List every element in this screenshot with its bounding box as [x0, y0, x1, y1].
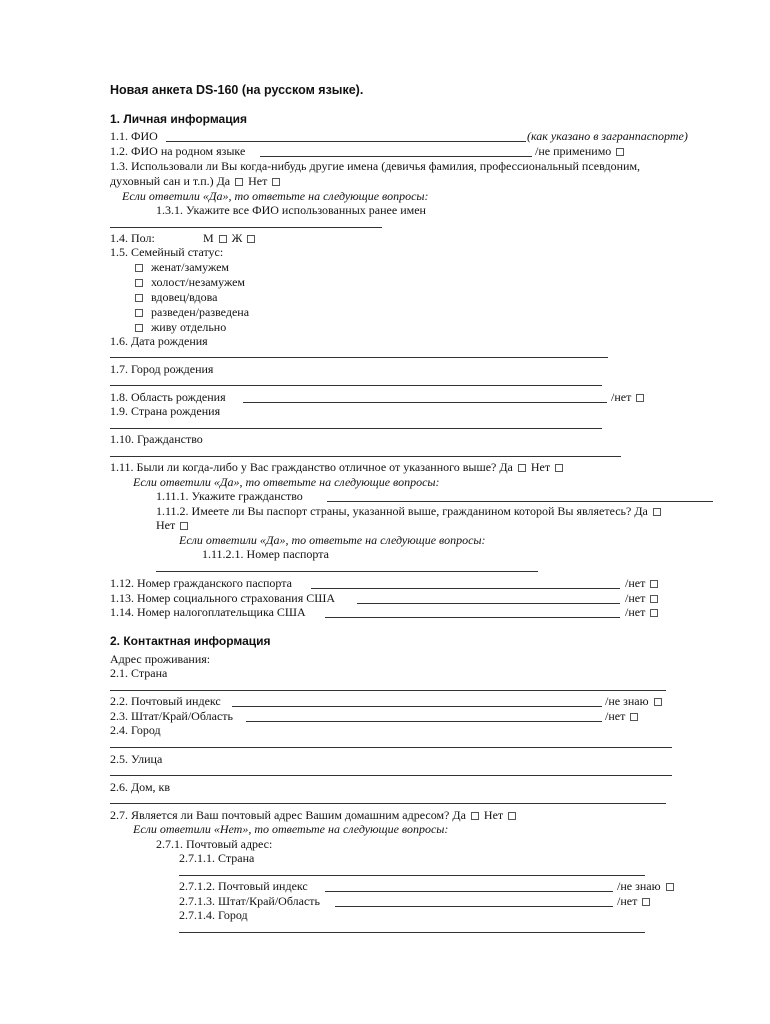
q-1-14-none-label: /нет	[625, 605, 646, 619]
q-2-7-label: 2.7. Является ли Ваш почтовый адрес Вашим домашним адресом? Да	[110, 808, 466, 822]
q-1-2-field[interactable]	[260, 156, 532, 157]
status-option	[133, 320, 226, 334]
q-1-11-2-label: 1.11.2. Имеете ли Вы паспорт страны, указанной выше, гражданином которой Вы являетесь? Да	[156, 504, 648, 518]
q-2-5-field[interactable]	[110, 775, 672, 776]
q-1-13-field[interactable]	[357, 603, 620, 604]
q-1-11-yes-checkbox[interactable]	[518, 464, 526, 472]
q-2-7-1-4-field[interactable]	[179, 932, 645, 933]
q-1-6-field[interactable]	[110, 357, 608, 358]
q-1-14-field[interactable]	[325, 617, 620, 618]
q-1-7-field[interactable]	[110, 385, 602, 386]
q-1-8-label: 1.8. Область рождения	[110, 390, 226, 404]
q-1-3-1-label: 1.3.1. Укажите все ФИО использованных ранее имен	[156, 203, 426, 217]
q-1-5-label: 1.5. Семейный статус:	[110, 245, 224, 259]
q-2-5-label: 2.5. Улица	[110, 752, 163, 766]
q-1-2-na	[535, 144, 626, 158]
status-checkbox[interactable]	[135, 279, 143, 287]
q-1-11-no-label: Нет	[530, 460, 551, 474]
q-2-7-1-2-dont-know-label: /не знаю	[617, 879, 661, 893]
q-1-11-2-1-field[interactable]	[156, 571, 538, 572]
q-2-3-field[interactable]	[246, 721, 602, 722]
q-2-2-dont-know-checkbox[interactable]	[654, 698, 662, 706]
q-1-8-field[interactable]	[243, 402, 607, 403]
q-2-7-1-1-label: 2.7.1.1. Страна	[179, 851, 255, 865]
q-1-4-f-checkbox[interactable]	[247, 235, 255, 243]
q-1-2-na-checkbox[interactable]	[616, 148, 624, 156]
q-2-7-1-1-field[interactable]	[179, 875, 645, 876]
q-2-7-no-checkbox[interactable]	[508, 812, 516, 820]
q-2-7-1-2-dont-know-checkbox[interactable]	[666, 883, 674, 891]
q-2-7-1-3-none	[617, 894, 652, 908]
status-label: холост/незамужем	[151, 275, 246, 289]
q-1-11-no-checkbox[interactable]	[555, 464, 563, 472]
q-1-1-field[interactable]	[166, 141, 526, 142]
status-checkbox[interactable]	[135, 324, 143, 332]
q-1-4-f-label: Ж	[231, 231, 243, 245]
q-1-3-no-checkbox[interactable]	[272, 178, 280, 186]
q-2-7-1-3-field[interactable]	[335, 906, 613, 907]
status-label: вдовец/вдова	[151, 290, 218, 304]
q-1-3-no-label: Нет	[248, 174, 268, 188]
q-2-7-no-label: Нет	[483, 808, 504, 822]
q-1-3-if-yes: Если ответили «Да», то ответьте на следующие вопросы:	[122, 189, 429, 203]
q-1-11-1-field[interactable]	[327, 501, 713, 502]
q-1-12-label: 1.12. Номер гражданского паспорта	[110, 576, 292, 590]
q-2-1-field[interactable]	[110, 690, 666, 691]
q-1-4-m-checkbox[interactable]	[219, 235, 227, 243]
q-1-13-none-checkbox[interactable]	[650, 595, 658, 603]
q-1-11-2	[156, 504, 663, 518]
q-1-10-field[interactable]	[110, 456, 621, 457]
q-2-7	[110, 808, 518, 822]
q-1-6-label: 1.6. Дата рождения	[110, 334, 208, 348]
q-2-6-label: 2.6. Дом, кв	[110, 780, 171, 794]
q-1-4-options	[203, 231, 257, 245]
q-1-11	[110, 460, 565, 474]
q-2-7-1-3-none-label: /нет	[617, 894, 638, 908]
q-1-12-none	[625, 576, 660, 590]
q-1-1	[110, 129, 158, 143]
q-1-14-none-checkbox[interactable]	[650, 609, 658, 617]
section-1-heading: 1. Личная информация	[110, 112, 247, 126]
q-1-8-none	[611, 390, 646, 404]
q-2-7-if-no: Если ответили «Нет», то ответьте на следующие вопросы:	[133, 822, 449, 836]
q-1-3-1-field[interactable]	[110, 227, 382, 228]
q-1-4-label: 1.4. Пол:	[110, 231, 155, 245]
q-2-4-field[interactable]	[110, 747, 672, 748]
q-1-7-label: 1.7. Город рождения	[110, 362, 214, 376]
q-2-1-label: 2.1. Страна	[110, 666, 168, 680]
status-label: живу отдельно	[151, 320, 227, 334]
q-2-3-none	[605, 709, 640, 723]
q-1-2-na-label: /не применимо	[535, 144, 612, 158]
q-1-11-label: 1.11. Были ли когда-либо у Вас гражданство отличное от указанного выше? Да	[110, 460, 513, 474]
q-1-11-if-yes: Если ответили «Да», то ответьте на следующие вопросы:	[133, 475, 440, 489]
status-checkbox[interactable]	[135, 309, 143, 317]
q-2-3-none-label: /нет	[605, 709, 626, 723]
q-2-7-1-3-label: 2.7.1.3. Штат/Край/Область	[179, 894, 321, 908]
q-1-14-label: 1.14. Номер налогоплательщика США	[110, 605, 306, 619]
q-1-3-line-a: 1.3. Использовали ли Вы когда-нибудь другие имена (девичья фамилия, профессиональный псевдоним,	[110, 159, 641, 173]
q-1-8-none-label: /нет	[611, 390, 632, 404]
status-option	[133, 275, 245, 289]
q-2-2-label: 2.2. Почтовый индекс	[110, 694, 221, 708]
q-2-2-field[interactable]	[232, 706, 602, 707]
status-option	[133, 290, 217, 304]
q-1-1-label: 1.1. ФИО	[110, 129, 158, 143]
q-2-7-1-4-label: 2.7.1.4. Город	[179, 908, 248, 922]
page-title: Новая анкета DS-160 (на русском языке).	[110, 83, 364, 97]
q-1-11-2-if-yes: Если ответили «Да», то ответьте на следующие вопросы:	[179, 533, 486, 547]
q-2-7-1-2-dont-know	[617, 879, 676, 893]
q-1-11-2-no-label: Нет	[156, 518, 176, 532]
q-1-3-yes-checkbox[interactable]	[235, 178, 243, 186]
q-1-13-none-label: /нет	[625, 591, 646, 605]
q-1-3-line-b	[110, 174, 282, 188]
q-1-11-2-1-label: 1.11.2.1. Номер паспорта	[202, 547, 329, 561]
q-1-13-none	[625, 591, 660, 605]
status-checkbox[interactable]	[135, 294, 143, 302]
q-2-7-1-2-label: 2.7.1.2. Почтовый индекс	[179, 879, 308, 893]
q-1-13-label: 1.13. Номер социального страхования США	[110, 591, 336, 605]
status-checkbox[interactable]	[135, 264, 143, 272]
q-1-10-label: 1.10. Гражданство	[110, 432, 203, 446]
q-2-7-1-label: 2.7.1. Почтовый адрес:	[156, 837, 273, 851]
q-2-3-label: 2.3. Штат/Край/Область	[110, 709, 234, 723]
q-1-11-2-no	[156, 518, 190, 532]
status-option	[133, 260, 229, 274]
q-2-7-1-3-none-checkbox[interactable]	[642, 898, 650, 906]
q-1-8-none-checkbox[interactable]	[636, 394, 644, 402]
q-2-7-1-2-field[interactable]	[325, 891, 613, 892]
q-2-6-field[interactable]	[110, 803, 666, 804]
q-1-3-yes-label: духовный сан и т.п.) Да	[110, 174, 231, 188]
q-1-1-note: (как указано в загранпаспорте)	[527, 129, 688, 143]
q-1-2-label: 1.2. ФИО на родном языке	[110, 144, 246, 158]
q-1-9-label: 1.9. Страна рождения	[110, 404, 221, 418]
q-1-12-none-checkbox[interactable]	[650, 580, 658, 588]
q-2-2-dont-know-label: /не знаю	[605, 694, 649, 708]
q-1-11-2-no-checkbox[interactable]	[180, 522, 188, 530]
status-label: разведен/разведена	[151, 305, 250, 319]
q-1-11-2-yes-checkbox[interactable]	[653, 508, 661, 516]
q-1-12-none-label: /нет	[625, 576, 646, 590]
address-label: Адрес проживания:	[110, 652, 211, 666]
status-option	[133, 305, 249, 319]
q-2-4-label: 2.4. Город	[110, 723, 161, 737]
q-1-4-m-label: М	[203, 231, 214, 245]
q-1-12-field[interactable]	[311, 588, 620, 589]
section-2-heading: 2. Контактная информация	[110, 634, 271, 648]
q-1-14-none	[625, 605, 660, 619]
q-2-7-yes-checkbox[interactable]	[471, 812, 479, 820]
q-1-9-field[interactable]	[110, 428, 602, 429]
status-label: женат/замужем	[151, 260, 230, 274]
q-2-3-none-checkbox[interactable]	[630, 713, 638, 721]
q-2-2-dont-know	[605, 694, 664, 708]
q-1-11-1-label: 1.11.1. Укажите гражданство	[156, 489, 303, 503]
